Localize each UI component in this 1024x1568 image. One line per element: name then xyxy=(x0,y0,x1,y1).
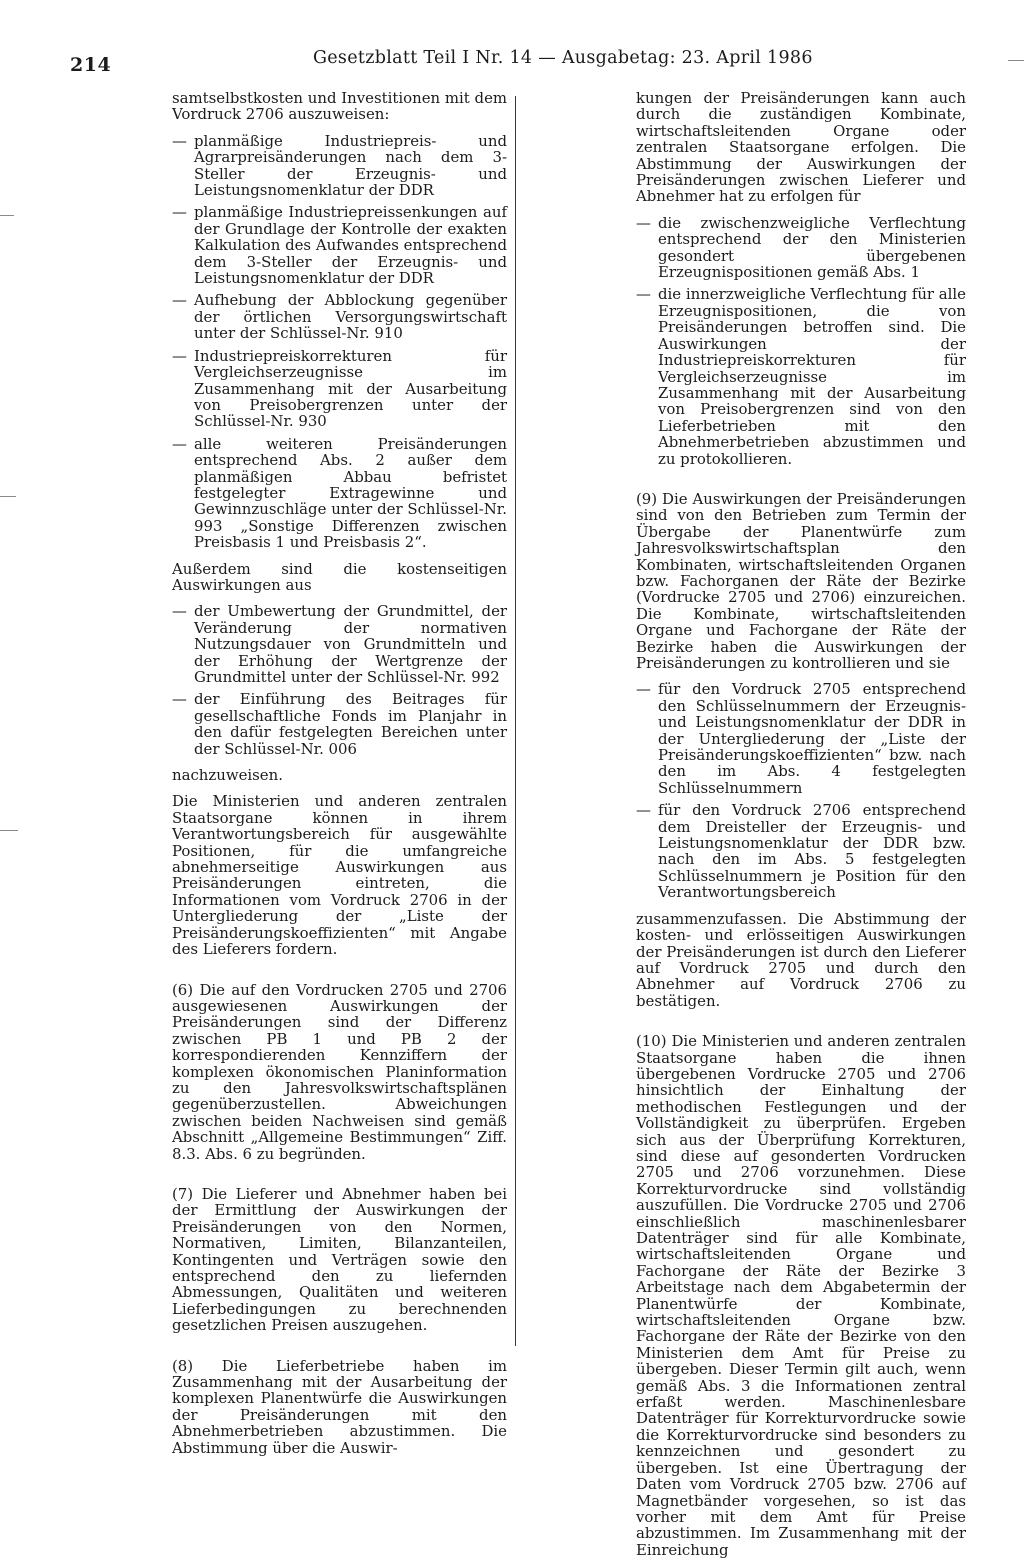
paragraph: kungen der Preisänderungen kann auch durch die zuständigen Kombinate, wirtschaftsleitenden Organe oder zentralen Staatsorgane erfolgen. Die Abstimmung der Auswirkungen der Preisänderungen zwischen Lieferer und Abnehmer hat zu erfolgen für xyxy=(636,89,966,206)
list-item xyxy=(172,348,507,430)
list-item-text: Industriepreiskorrekturen für Vergleichserzeugnisse im Zusammenhang mit der Ausarbeitung von Preisobergrenzen unter der Schlüssel-Nr. 930 xyxy=(194,346,507,431)
dash-marker: — xyxy=(172,291,187,310)
list-item xyxy=(172,691,507,757)
list-item xyxy=(172,133,507,199)
dash-marker: — xyxy=(172,346,187,365)
list-item-text: für den Vordruck 2706 entsprechend dem Dreisteller der Erzeugnis- und Leistungsnomenklatur der DDR bzw. nach den im Abs. 5 festgelegten Schlüsselnummern je Position für den Verantwortungsbereich xyxy=(658,801,966,902)
list-item-text: der Einführung des Beitrages für gesellschaftliche Fonds im Planjahr in den dafür festgelegten Bereichen unter der Schlüssel-Nr. 006 xyxy=(194,690,507,758)
paragraph: nachzuweisen. xyxy=(172,766,283,785)
margin-mark xyxy=(0,830,18,831)
list-item xyxy=(172,436,507,551)
dash-marker: — xyxy=(636,680,651,699)
right-column xyxy=(636,90,966,1568)
list-item xyxy=(636,802,966,900)
list-item xyxy=(172,204,507,286)
list-item-text: planmäßige Industriepreis- und Agrarpreisänderungen nach dem 3-Steller der Erzeugnis- und Leistungsnomenklatur der DDR xyxy=(194,131,507,200)
list-item xyxy=(172,603,507,685)
dash-marker: — xyxy=(172,690,187,709)
bullet-list xyxy=(636,215,966,467)
list-item-text: planmäßige Industriepreissenkungen auf der Grundlage der Kontrolle der exakten Kalkulation des Aufwandes entsprechend dem 3-Steller der Erzeugnis- und Leistungsnomenklatur der DDR xyxy=(194,203,507,288)
column-divider xyxy=(515,96,516,1346)
header-title: Gesetzblatt Teil I Nr. 14 — Ausgabetag: 23. April 1986 xyxy=(313,48,813,68)
dash-marker: — xyxy=(636,801,651,820)
left-column xyxy=(172,90,507,1466)
margin-mark xyxy=(0,496,16,497)
paragraph: samtselbstkosten und Investitionen mit dem Vordruck 2706 auszuweisen: xyxy=(172,89,507,124)
dash-marker: — xyxy=(172,434,187,453)
margin-mark xyxy=(1008,60,1024,61)
paragraph-10: (10) Die Ministerien und anderen zentralen Staatsorgane haben die ihnen übergebenen Vordrucke 2705 und 2706 hinsichtlich der Einhaltung der methodischen Festlegungen und der Vollständigkeit zu überprüfen. Ergeben sich aus der Überprüfung Korrekturen, sind diese auf gesonderten Vordrucken 2705 und 2706 vorzunehmen. Diese Korrekturvordrucke sind vollständig auszufüllen. Die Vordrucke 2705 und 2706 einschließlich maschinenlesbarer Datenträger sind für alle Kombinate, wirtschaftsleitenden Organe und Fachorgane der Räte der Bezirke 3 Arbeitstage nach dem Abgabetermin der Planentwürfe der Kombinate, wirtschaftsleitenden Organe bzw. Fachorgane der Räte der Bezirke von den Ministerien dem Amt für Preise zu übergeben. Dieser Termin gilt auch, wenn gemäß Abs. 3 die Informationen zentral erfaßt werden. Maschinenlesbare Datenträger für Korrekturvordrucke sowie die Korrekturvordrucke sind besonders zu kennzeichnen und gesondert zu übergeben. Ist eine Übertragung der Daten vom Vordruck 2705 bzw. 2706 auf Magnetbänder vorgesehen, so ist das vorher mit dem Amt für Preise abzustimmen. Im Zusammenhang mit der Einreichung xyxy=(636,1032,966,1559)
dash-marker: — xyxy=(172,602,187,621)
dash-marker: — xyxy=(172,131,187,150)
paragraph: Außerdem sind die kostenseitigen Auswirkungen aus xyxy=(172,559,507,594)
paragraph-8: (8) Die Lieferbetriebe haben im Zusammenhang mit der Ausarbeitung der komplexen Planentwürfe die Auswirkungen der Preisänderungen mit den Abnehmerbetrieben abzustimmen. Die Abstimmung über die Auswir- xyxy=(172,1356,507,1457)
list-item xyxy=(636,215,966,281)
paragraph-6: (6) Die auf den Vordrucken 2705 und 2706 ausgewiesenen Auswirkungen der Preisänderungen sind der Differenz zwischen PB 1 und PB 2 der korrespondierenden Kennziffern der komplexen ökonomischen Planinformation zu den Jahresvolkswirtschaftsplänen gegenüberzustellen. Abweichungen zwischen beiden Nachweisen sind gemäß Abschnitt „Allgemeine Bestimmungen“ Ziff. 8.3. Abs. 6 zu begründen. xyxy=(172,980,507,1163)
paragraph-9: (9) Die Auswirkungen der Preisänderungen sind von den Betrieben zum Termin der Übergabe der Planentwürfe zum Jahresvolkswirtschaftsplan den Kombinaten, wirtschaftsleitenden Organen bzw. Fachorganen der Räte der Bezirke (Vordrucke 2705 und 2706) einzureichen. Die Kombinate, wirtschaftsleitenden Organe und Fachorgane der Räte der Bezirke haben die Auswirkungen der Preisänderungen zu kontrollieren und sie xyxy=(636,489,966,672)
paragraph-7: (7) Die Lieferer und Abnehmer haben bei der Ermittlung der Auswirkungen der Preisänderungen von den Normen, Normativen, Limiten, Bilanzanteilen, Kontingenten und Verträgen sowie den entsprechend den zu liefernden Abmessungen, Qualitäten und weiteren Lieferbedingungen zu berechnenden gesetzlichen Preisen auszugehen. xyxy=(172,1184,507,1335)
dash-marker: — xyxy=(636,213,651,232)
page-number: 214 xyxy=(70,54,112,76)
margin-mark xyxy=(0,215,14,216)
bullet-list xyxy=(636,681,966,900)
dash-marker: — xyxy=(172,203,187,222)
list-item-text: alle weiteren Preisänderungen entsprechend Abs. 2 außer dem planmäßigen Abbau befristet festgelegter Extragewinne und Gewinnzuschläge unter der Schlüssel-Nr. 993 „Sonstige Differenzen zwischen Preisbasis 1 und Preisbasis 2“. xyxy=(194,434,507,552)
list-item-text: die innerzweigliche Verflechtung für alle Erzeugnispositionen, die von Preisänderungen betroffen sind. Die Auswirkungen der Industriepreiskorrekturen für Vergleichserzeugnisse im Zusammenhang mit der Ausarbeitung von Preisobergrenzen sind von den Lieferbetrieben mit den Abnehmerbetrieben abzustimmen und zu protokollieren. xyxy=(658,285,966,468)
list-item-text: Aufhebung der Abblockung gegenüber der örtlichen Versorgungswirtschaft unter der Schlüssel-Nr. 910 xyxy=(194,291,507,343)
dash-marker: — xyxy=(636,285,651,304)
list-item xyxy=(172,292,507,341)
list-item-text: der Umbewertung der Grundmittel, der Veränderung der normativen Nutzungsdauer von Grundmitteln und der Erhöhung der Wertgrenze der Grundmittel unter der Schlüssel-Nr. 992 xyxy=(194,602,507,686)
bullet-list xyxy=(172,603,507,757)
list-item-text: für den Vordruck 2705 entsprechend den Schlüsselnummern der Erzeugnis- und Leistungsnomenklatur der DDR in der Untergliederung der „Liste der Preisänderungskoeffizienten“ bzw. nach den im Abs. 4 festgelegten Schlüsselnummern xyxy=(658,680,966,797)
paragraph: Die Ministerien und anderen zentralen Staatsorgane können in ihrem Verantwortungsbereich für ausgewählte Positionen, für die umfangreiche abnehmerseitige Auswirkungen aus Preisänderungen eintreten, die Informationen vom Vordruck 2706 in der Untergliederung der „Liste der Preisänderungskoeffizienten“ mit Angabe des Lieferers fordern. xyxy=(172,792,507,959)
paragraph: zusammenzufassen. Die Abstimmung der kosten- und erlösseitigen Auswirkungen der Preisänderungen ist durch den Lieferer auf Vordruck 2705 und durch den Abnehmer auf Vordruck 2706 zu bestätigen. xyxy=(636,909,966,1010)
bullet-list xyxy=(172,133,507,551)
list-item xyxy=(636,286,966,466)
list-item xyxy=(636,681,966,796)
list-item-text: die zwischenzweigliche Verflechtung entsprechend der den Ministerien gesondert übergebenen Erzeugnispositionen gemäß Abs. 1 xyxy=(658,213,966,282)
